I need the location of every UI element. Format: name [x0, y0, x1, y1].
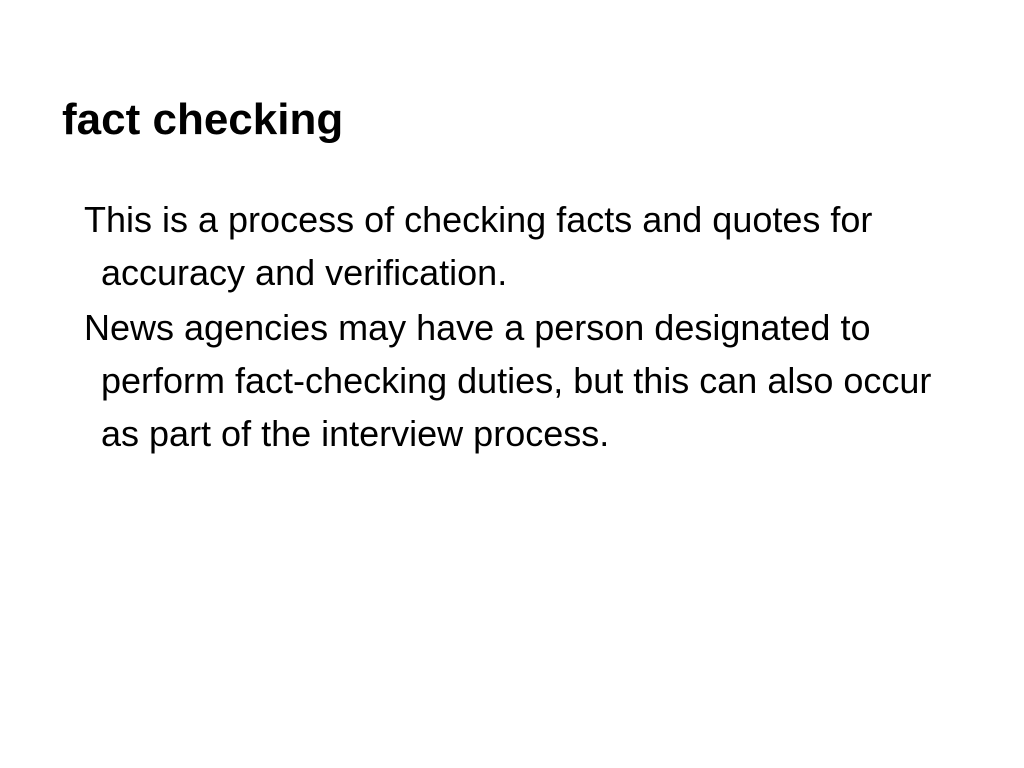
- bullet-item: News agencies may have a person designated to perform fact-checking duties, but this can also occur as part of the interview process.: [84, 307, 932, 454]
- bullet-list: [84, 193, 974, 462]
- slide-title: fact checking: [62, 95, 344, 144]
- bullet-item: This is a process of checking facts and quotes for accuracy and verification.: [84, 199, 873, 293]
